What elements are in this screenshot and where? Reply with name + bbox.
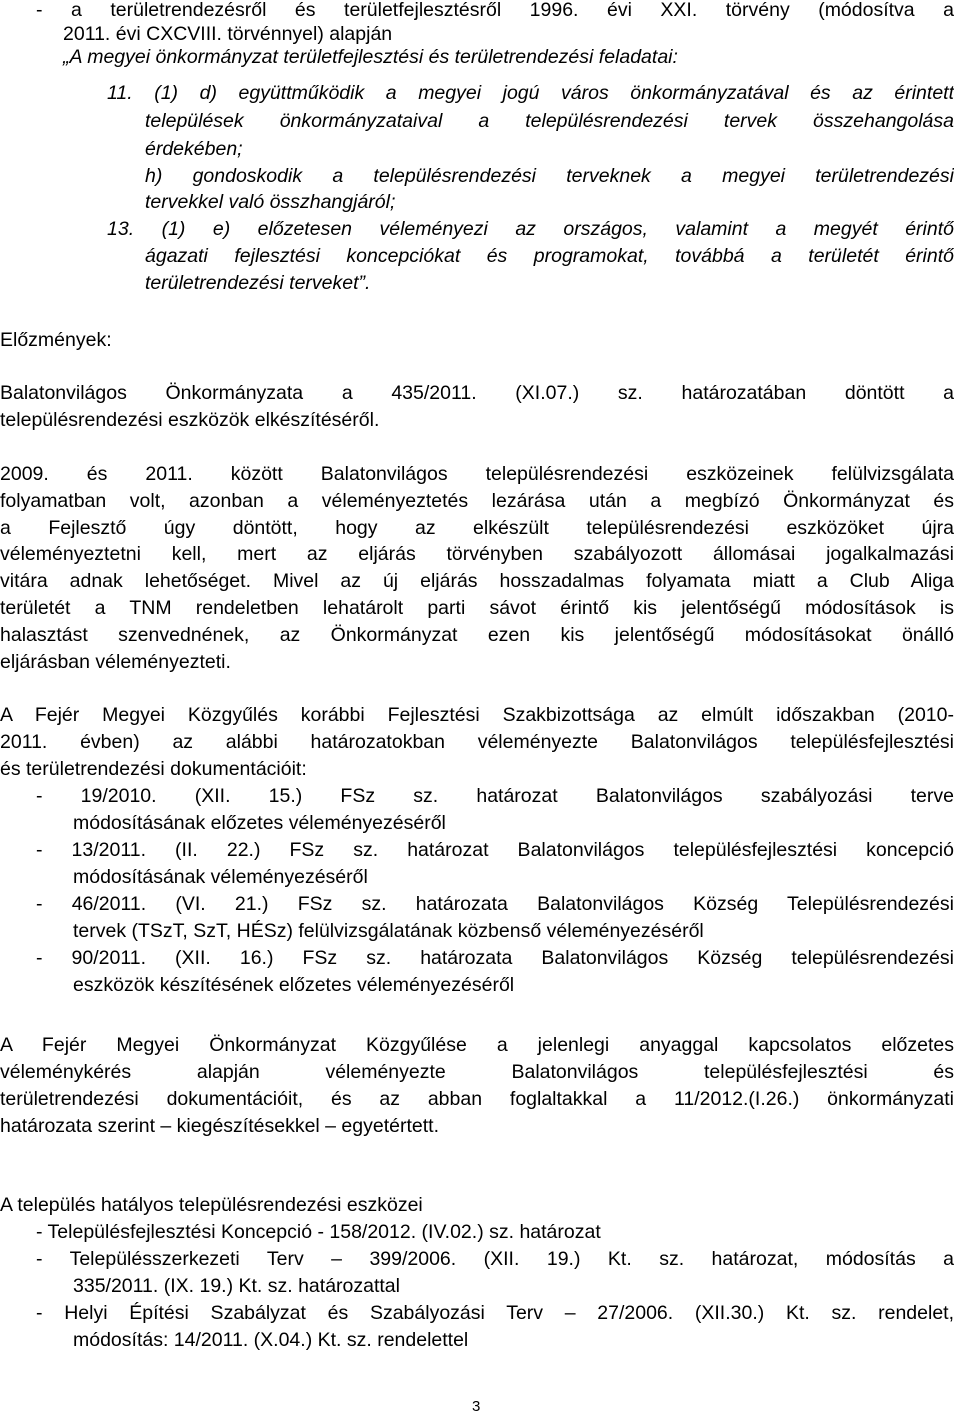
list-item: - 13/2011. (II. 22.) FSz sz. határozat Balatonvilágos településfejlesztési koncepció (36, 839, 954, 861)
paragraph-line: területrendezési dokumentációit, és az abban foglaltakkal a 11/2012.(I.26.) önkormányzati (0, 1088, 954, 1110)
quote-line: 11. (1) d) együttműködik a megyei jogú város önkormányzatával és az érintett (107, 82, 954, 104)
paragraph-line: véleményeztetni kell, mert az eljárás törvényben szabályozott állomásai jogalkalmazási (0, 543, 954, 565)
paragraph-line: 2011. évben) az alábbi határozatokban véleményezte Balatonvilágos településfejlesztési (0, 731, 954, 753)
list-item: - Helyi Építési Szabályzat és Szabályozási Terv – 27/2006. (XII.30.) Kt. sz. rendelet, (36, 1302, 954, 1324)
paragraph-line: területét a TNM rendeletben lehatárolt parti sávot érintő kis jelentőségű módosítások is (0, 597, 954, 619)
list-item: - Településfejlesztési Koncepció - 158/2012. (IV.02.) sz. határozat (36, 1221, 601, 1243)
quote-line: h) gondoskodik a településrendezési terveknek a megyei területrendezési (145, 165, 954, 187)
list-item-continuation: 335/2011. (IX. 19.) Kt. sz. határozattal (73, 1275, 400, 1297)
paragraph-line: halasztást szenvednének, az Önkormányzat ezen kis jelentőségű módosításokat önálló (0, 624, 954, 646)
paragraph-line: véleménykérés alapján véleményezte Balatonvilágos településfejlesztési és (0, 1061, 954, 1083)
section-heading: Előzmények: (0, 329, 112, 351)
paragraph-line: határozata szerint – kiegészítésekkel – egyetértett. (0, 1115, 439, 1137)
quote-line: tervekkel való összhangjáról; (145, 191, 396, 213)
paragraph-line: a Fejlesztő úgy döntött, hogy az elkészült településrendezési eszközöket újra (0, 517, 954, 539)
quote-line: ágazati fejlesztési koncepciókat és programokat, továbbá a területét érintő (145, 245, 954, 267)
quote-line: települések önkormányzataival a településrendezési tervek összehangolása (145, 110, 954, 132)
quote-line: területrendezési terveket”. (145, 272, 371, 294)
list-item-continuation: eszközök készítésének előzetes véleményezéséről (73, 974, 515, 996)
law-reference-line: - a területrendezésről és területfejlesztésről 1996. évi XXI. törvény (módosítva a (36, 0, 954, 21)
paragraph-line: 2009. és 2011. között Balatonvilágos településrendezési eszközeinek felülvizsgálata (0, 463, 954, 485)
paragraph-line: A Fejér Megyei Közgyűlés korábbi Fejlesztési Szakbizottsága az elmúlt időszakban (2010- (0, 704, 954, 726)
list-item: - 19/2010. (XII. 15.) FSz sz. határozat Balatonvilágos szabályozási terve (36, 785, 954, 807)
quote-line: 13. (1) e) előzetesen véleményezi az országos, valamint a megyét érintő (107, 218, 954, 240)
paragraph-line: folyamatban volt, azonban a véleményeztetés lezárása után a megbízó Önkormányzat és (0, 490, 954, 512)
page-number: 3 (472, 1398, 481, 1415)
paragraph-line: vitára adnak lehetőséget. Mivel az új eljárás hosszadalmas folyamata miatt a Club Aliga (0, 570, 954, 592)
quote-line: érdekében; (145, 138, 243, 160)
paragraph-line: és területrendezési dokumentációit: (0, 758, 307, 780)
list-item-continuation: módosítás: 14/2011. (X.04.) Kt. sz. rendelettel (73, 1329, 469, 1351)
list-item-continuation: tervek (TSzT, SzT, HÉSz) felülvizsgálatának közbenső véleményezéséről (73, 920, 704, 942)
list-item: - 90/2011. (XII. 16.) FSz sz. határozata Balatonvilágos Község településrendezési (36, 947, 954, 969)
list-item-continuation: módosításának előzetes véleményezéséről (73, 812, 446, 834)
list-item: - 46/2011. (VI. 21.) FSz sz. határozata Balatonvilágos Község Településrendezési (36, 893, 954, 915)
paragraph-line: településrendezési eszközök elkészítéséről. (0, 409, 380, 431)
paragraph-line: A Fejér Megyei Önkormányzat Közgyűlése a jelenlegi anyaggal kapcsolatos előzetes (0, 1034, 954, 1056)
list-item-continuation: módosításának véleményezéséről (73, 866, 368, 888)
paragraph-line: Balatonvilágos Önkormányzata a 435/2011. (XI.07.) sz. határozatában döntött a (0, 382, 954, 404)
paragraph-line: eljárásban véleményezteti. (0, 651, 231, 673)
section-heading: A település hatályos településrendezési eszközei (0, 1194, 423, 1216)
quote-title: „A megyei önkormányzat területfejlesztési és területrendezési feladatai: (63, 46, 678, 68)
list-item: - Településszerkezeti Terv – 399/2006. (XII. 19.) Kt. sz. határozat, módosítás a (36, 1248, 954, 1270)
law-reference-line: 2011. évi CXCVIII. törvénnyel) alapján (63, 23, 393, 45)
